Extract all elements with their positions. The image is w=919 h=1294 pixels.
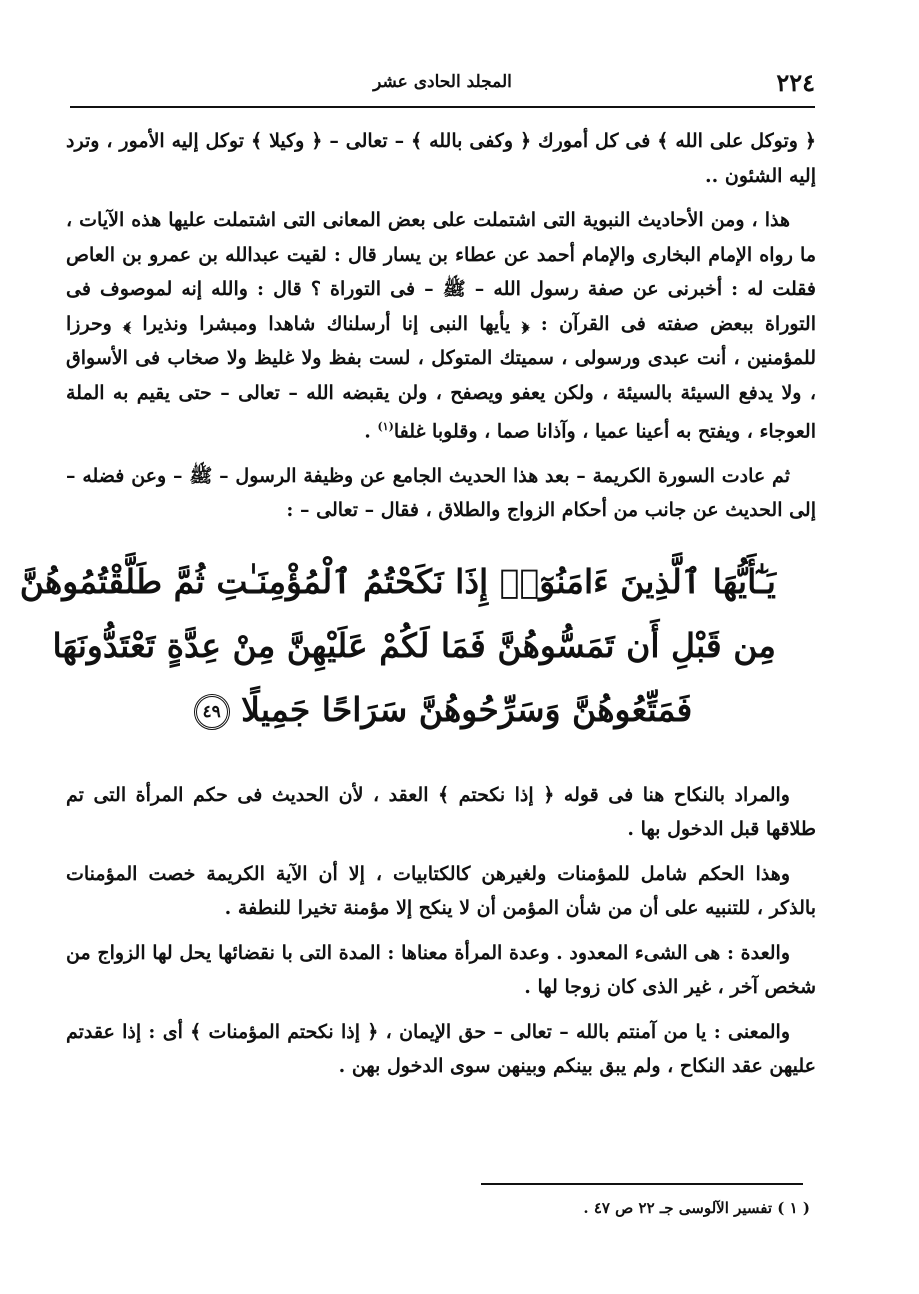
paragraph-transition: ثم عادت السورة الكريمة – بعد هذا الحديث الجامع عن وظيفة الرسول – ﷺ – وعن فضله – إلى الحديث عن جانب من أحكام الزواج والطلاق ، فقال – تعالى – : xyxy=(66,464,816,522)
paragraph-commentary: والعدة : هى الشىء المعدود . وعدة المرأة معناها : المدة التى با نقضائها يحل لها الزواج من شخص آخر ، غير الذى كان زوجا لها . xyxy=(66,941,816,999)
footnote-rule xyxy=(481,1183,803,1185)
paragraph-commentary: والمراد بالنكاح هنا فى قوله ﴿ إذا نكحتم ﴾ العقد ، لأن الحديث فى حكم المرأة التى تم طلاقها قبل الدخول بها . xyxy=(66,783,816,841)
page-number: ٢٢٤ xyxy=(776,68,815,97)
page-body xyxy=(19,124,816,1094)
verse-number-marker: ٤٩ xyxy=(194,694,230,730)
footnote: ( ١ ) تفسير الآلوسى جـ ٢٢ ص ٤٧ . xyxy=(583,1199,810,1217)
hadith-text: هذا ، ومن الأحاديث النبوية التى اشتملت على بعض المعانى التى اشتملت عليها هذه الآيات ، ما رواه الإمام البخارى والإمام أحمد عن عطاء بن يسار قال : لقيت عبدالله بن عمرو بن العاص فقلت له : أخبرنى عن صفة رسول الله – ﷺ – فى التوراة ؟ قال : والله إنه لموصوف فى التوراة ببعض صفته فى القرآن : ﴿ يأيها النبى إنا أرسلناك شاهدا ومبشرا ونذيرا ﴾ وحرزا للمؤمنين ، أنت عبدى ورسولى ، سميتك المتوكل ، لست بفظ ولا غليظ ولا صخاب فى الأسواق ، ولا يدفع السيئة بالسيئة ، ولكن يعفو ويصفح ، ولن يقبضه الله – تعالى – حتى يقيم به الملة العوجاء ، ويفتح به أعينا عميا ، وآذانا صما ، وقلوبا غلفا xyxy=(66,209,816,443)
footnote-reference: (١) xyxy=(377,420,394,433)
paragraph-commentary: وهذا الحكم شامل للمؤمنات ولغيرهن كالكتابيات ، إلا أن الآية الكريمة خصت المؤمنات بالذكر ، للتنبيه على أن من شأن المؤمن أن لا ينكح إلا مؤمنة تخيرا للنطفة . xyxy=(66,862,816,920)
header-rule xyxy=(70,106,815,108)
verse-line: يَـٰٓأَيُّهَا ٱلَّذِينَ ءَامَنُوٓا۟ إِذَا نَكَحْتُمُ ٱلْمُؤْمِنَـٰتِ ثُمَّ طَلَّقْتُمُوهُنَّ xyxy=(19,561,776,601)
paragraph-commentary: والمعنى : يا من آمنتم بالله – تعالى – حق الإيمان ، ﴿ إذا نكحتم المؤمنات ﴾ أى : إذا عقدتم عليهن عقد النكاح ، ولم يبق بينكم وبينهن سوى الدخول بهن . xyxy=(66,1020,816,1078)
verse-line-text: فَمَتِّعُوهُنَّ وَسَرِّحُوهُنَّ سَرَاحًا جَمِيلًا xyxy=(241,689,693,729)
paragraph-hadith xyxy=(66,203,816,449)
verse-line: مِن قَبْلِ أَن تَمَسُّوهُنَّ فَمَا لَكُمْ عَلَيْهِنَّ مِنْ عِدَّةٍ تَعْتَدُّونَهَا xyxy=(52,625,776,665)
hadith-end: . xyxy=(364,420,378,443)
verse-line xyxy=(106,678,776,742)
quran-verse xyxy=(19,550,776,742)
paragraph-tawakkul: ﴿ وتوكل على الله ﴾ فى كل أمورك ﴿ وكفى بالله ﴾ – تعالى – ﴿ وكيلا ﴾ توكل إليه الأمور ، وترد إليه الشئون .. xyxy=(66,130,816,187)
running-title: المجلد الحادى عشر xyxy=(373,72,512,92)
page-header xyxy=(70,62,815,102)
